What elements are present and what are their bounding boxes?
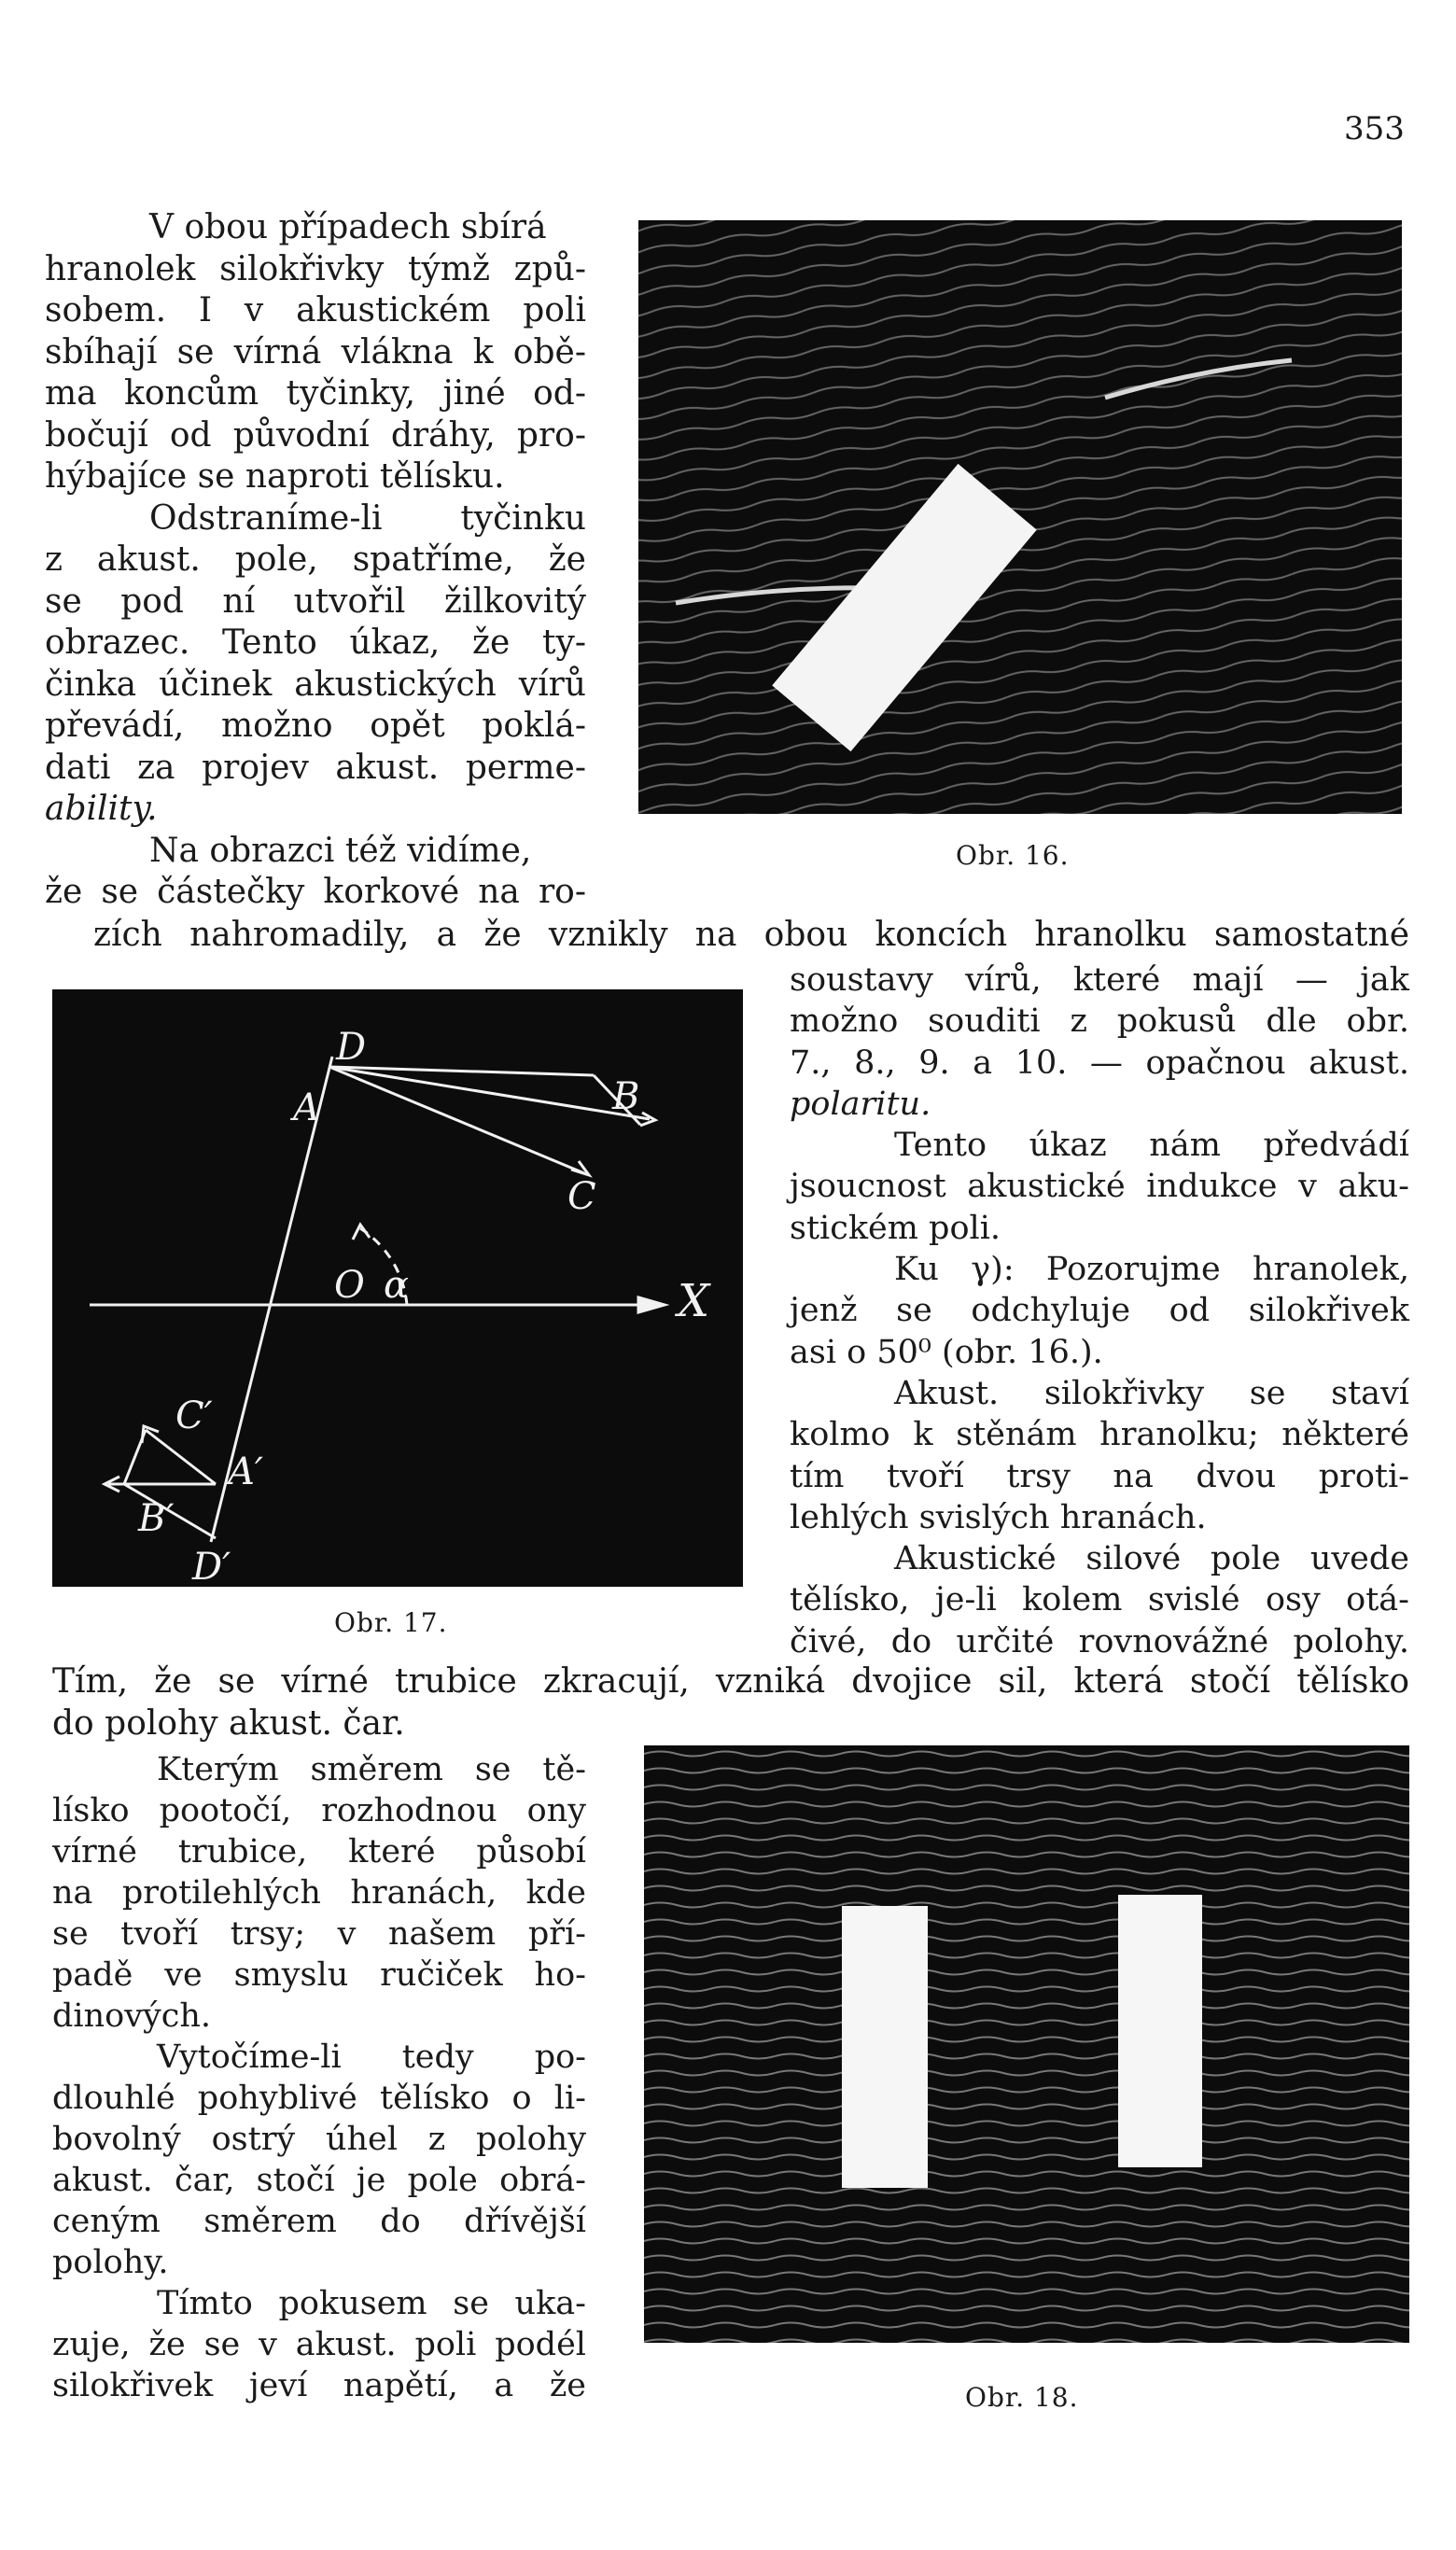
label-b-prime: B′ — [138, 1497, 175, 1540]
vector-a-c-prime — [146, 1430, 216, 1484]
text-line: zích nahromadily, a že vznikly na obou koncích hranolku samostatné — [93, 916, 1409, 954]
figure-18-graphic — [644, 1745, 1409, 2343]
text-line: do polohy akust. čar. — [52, 1703, 405, 1743]
label-d-prime: D′ — [192, 1546, 231, 1587]
text-line: Akustické silové pole uvede — [894, 1540, 1409, 1578]
text-line: Akust. silokřivky se staví — [894, 1374, 1409, 1412]
label-o: O — [334, 1264, 365, 1307]
label-c: C — [567, 1175, 596, 1218]
figure-16-photo — [638, 220, 1402, 814]
figure-17-graphic — [52, 989, 743, 1587]
figure-16-graphic — [638, 220, 1402, 814]
label-c-prime: C′ — [175, 1394, 213, 1437]
text-line: stickém poli. — [790, 1209, 1001, 1247]
text-line: hýbajíce se naproti tělísku. — [45, 457, 505, 496]
text-line: jsoucnost akustické indukce v aku- — [790, 1168, 1409, 1206]
text-line: asi o 50⁰ (obr. 16.). — [790, 1333, 1103, 1371]
text-line: soustavy vírů, které mají — jak — [790, 961, 1409, 999]
figure-18-caption: Obr. 18. — [965, 2382, 1079, 2413]
text-line: z akust. pole, spatříme, že — [45, 540, 586, 579]
text-line: sbíhají se vírná vlákna k obě- — [45, 332, 586, 371]
figure-17-diagram — [52, 989, 743, 1587]
text-line: hranolek silokřivky týmž způ- — [45, 249, 586, 288]
text-line: polaritu. — [790, 1085, 931, 1123]
text-line: bovolný ostrý úhel z polohy — [52, 2121, 586, 2158]
label-d: D — [336, 1026, 367, 1069]
text-line: Ku γ): Pozorujme hranolek, — [894, 1251, 1409, 1289]
text-line: se tvoří trsy; v našem pří- — [52, 1915, 586, 1953]
text-line: ability. — [45, 790, 158, 828]
page-number: 353 — [1344, 110, 1405, 147]
label-a: A — [293, 1086, 320, 1129]
angle-alpha-arrowhead — [353, 1225, 370, 1240]
text-column-bottom — [52, 1749, 586, 2406]
text-line: Kterým směrem se tě- — [157, 1751, 586, 1788]
text-line: dlouhlé pohyblivé tělísko o li- — [52, 2080, 586, 2117]
text-line: dinových. — [52, 1997, 212, 2035]
text-line: zuje, že se v akust. poli podél — [52, 2326, 586, 2363]
text-line: tím tvoří trsy na dvou proti- — [790, 1457, 1409, 1495]
text-full-lines — [52, 1661, 1409, 1744]
figure-18-photo — [644, 1745, 1409, 2343]
label-b: B — [612, 1075, 640, 1118]
label-alpha: α — [384, 1264, 410, 1307]
text-line: kolmo k stěnám hranolku; některé — [790, 1416, 1409, 1454]
figure-18-left-bar — [842, 1906, 928, 2188]
x-axis-arrowhead — [638, 1297, 665, 1312]
text-column-top — [45, 207, 586, 914]
text-line: 7., 8., 9. a 10. — opačnou akust. — [790, 1044, 1409, 1082]
text-line: možno souditi z pokusů dle obr. — [790, 1002, 1409, 1041]
text-line: Tento úkaz nám předvádí — [894, 1127, 1409, 1165]
text-line: Tím, že se vírné trubice zkracují, vzniká dvojice sil, která stočí tělísko — [52, 1662, 1409, 1701]
vector-c-prime-b-prime — [124, 1430, 146, 1484]
text-line: bočují od původní dráhy, pro- — [45, 415, 586, 455]
text-line: převádí, možno opět poklá- — [45, 707, 586, 745]
text-line: čivé, do určité rovnovážné polohy. — [790, 1622, 1409, 1660]
text-line: ceným směrem do dřívější — [52, 2203, 586, 2240]
text-line: sobem. I v akustickém poli — [45, 291, 586, 329]
text-line: ma koncům tyčinky, jiné od- — [45, 374, 586, 413]
label-x: X — [678, 1275, 710, 1327]
text-line: na protilehlých hranách, kde — [52, 1874, 586, 1912]
vector-ac — [329, 1067, 584, 1173]
text-line: Tímto pokusem se uka- — [157, 2285, 586, 2322]
text-line: polohy. — [52, 2244, 169, 2281]
text-line: silokřivek jeví napětí, a že — [52, 2367, 586, 2404]
figure-16-caption: Obr. 16. — [956, 840, 1070, 871]
vector-ab — [329, 1067, 650, 1119]
text-line: se pod ní utvořil žilkovitý — [45, 581, 586, 621]
text-full-line — [93, 915, 1409, 957]
text-line: Odstraníme-li tyčinku — [149, 498, 586, 538]
text-line: obrazec. Tento úkaz, že ty- — [45, 623, 586, 662]
text-line: tělísko, je-li kolem svislé osy otá- — [790, 1581, 1409, 1619]
label-a-prime: A′ — [228, 1450, 263, 1493]
text-column-middle — [790, 960, 1409, 1662]
text-line: lehlých svislých hranách. — [790, 1498, 1207, 1536]
text-line: lísko pootočí, rozhodnou ony — [52, 1792, 586, 1829]
text-line: vírné trubice, které působí — [52, 1833, 586, 1870]
text-line: padě ve smyslu ručiček ho- — [52, 1956, 586, 1994]
text-line: Vytočíme-li tedy po- — [157, 2039, 586, 2076]
text-line: že se částečky korkové na ro- — [45, 873, 586, 911]
text-line: jenž se odchyluje od silokřivek — [790, 1292, 1409, 1330]
text-line: činka účinek akustických vírů — [45, 665, 586, 704]
text-line: Na obrazci též vidíme, — [149, 831, 532, 870]
text-line: dati za projev akust. perme- — [45, 748, 586, 787]
text-line: akust. čar, stočí je pole obrá- — [52, 2162, 586, 2199]
text-line: V obou případech sbírá — [149, 208, 547, 246]
figure-18-right-bar — [1118, 1895, 1202, 2167]
figure-17-caption: Obr. 17. — [334, 1607, 448, 1638]
